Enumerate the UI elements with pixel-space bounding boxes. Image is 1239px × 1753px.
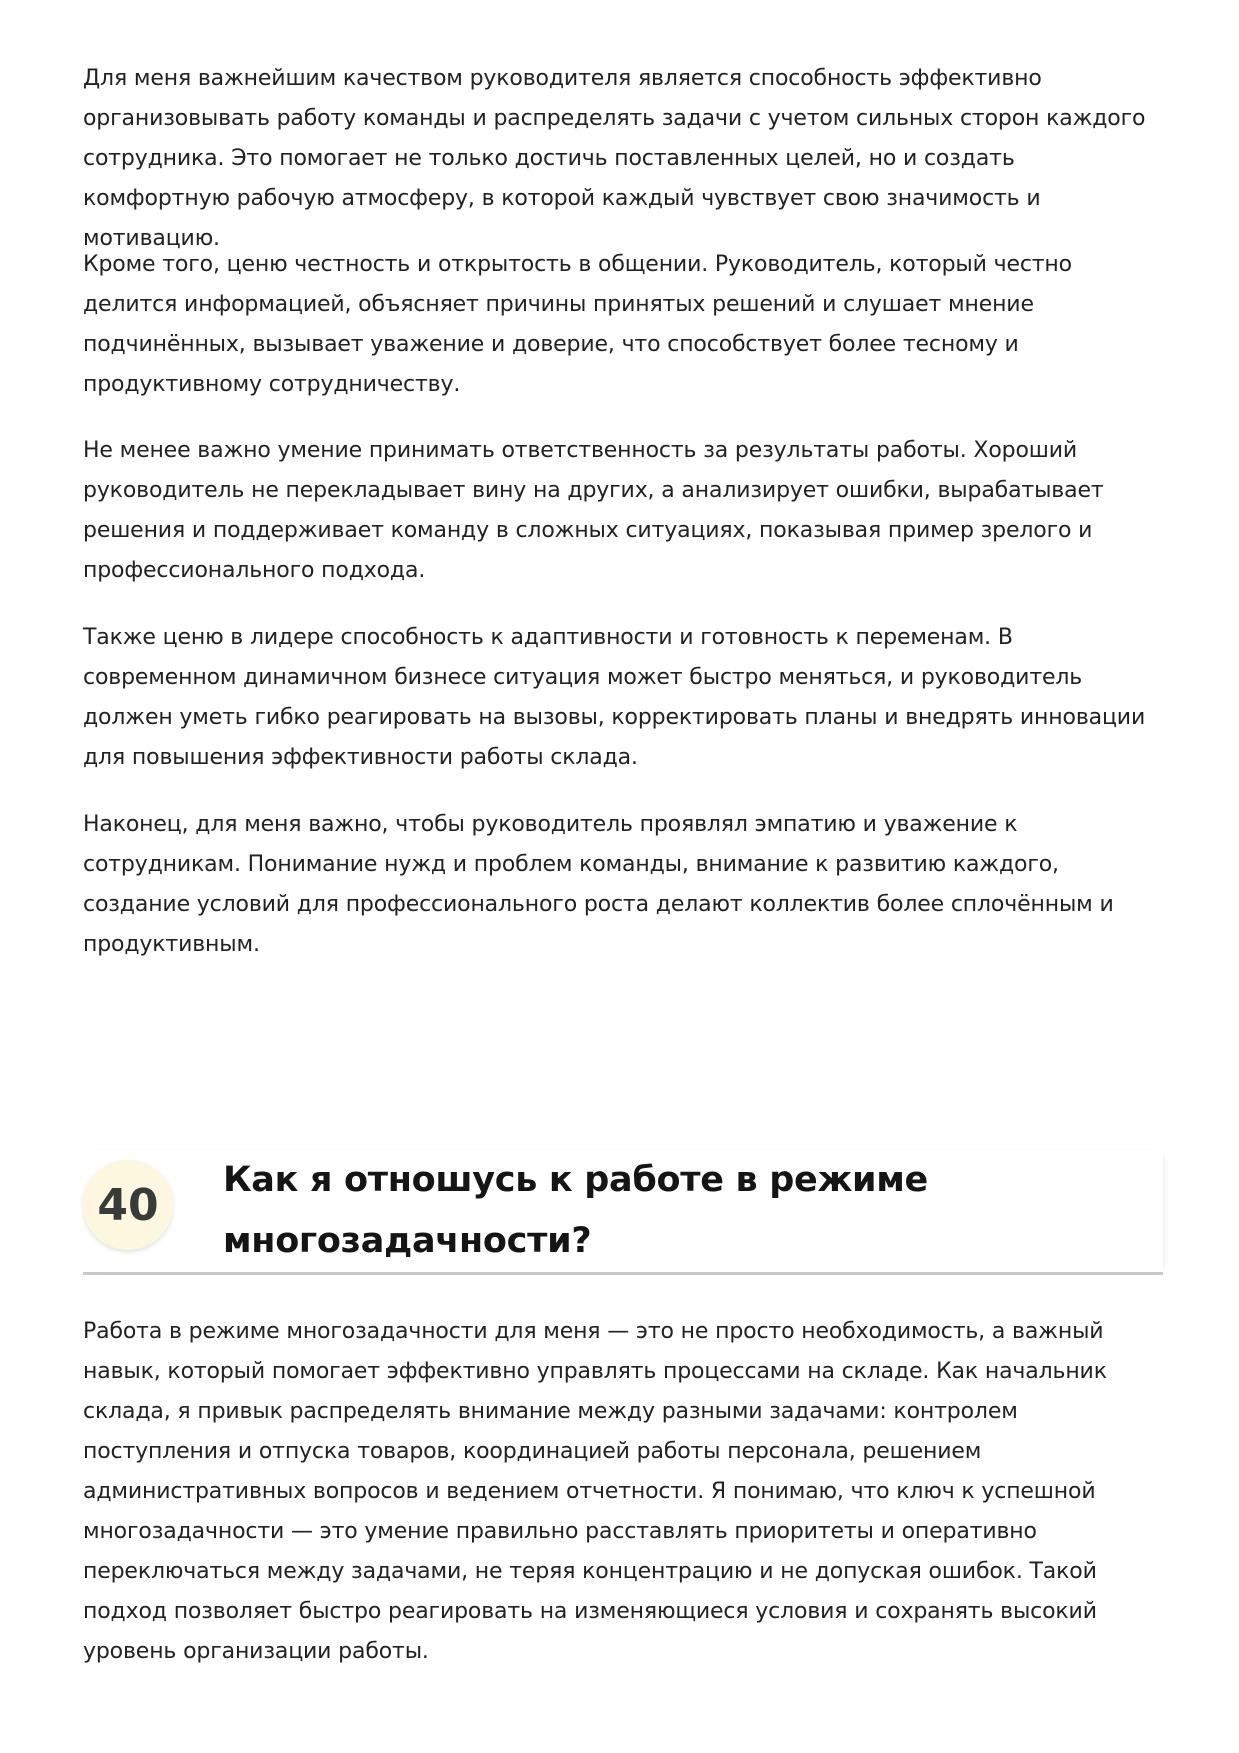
paragraph-1: Для меня важнейшим качеством руководителя является способность эффективно организовывать работу команды и распределять задачи с учетом сильных сторон каждого сотрудника. Это помогает не только достичь поставленных целей, но и создать комфортную рабочую атмосферу, в которой каждый чувствует свою значимость и мотивацию. — [83, 66, 1146, 251]
section-body: Работа в режиме многозадачности для меня — это не просто необходимость, а важный навык, который помогает эффективно управлять процессами на складе. Как начальник склада, я привык распределять внимание между разными задачами: контролем поступления и отпуска товаров, координацией работы персонала, решением административных вопросов и ведением отчетности. Я понимаю, что ключ к успешной многозадачности — это умение правильно расставлять приоритеты и оперативно переключаться между задачами, не теряя концентрацию и не допуская ошибок. Такой подход позволяет быстро реагировать на изменяющиеся условия и сохранять высокий уровень организации работы. — [83, 1319, 1107, 1664]
paragraph-3: Не менее важно умение принимать ответственность за результаты работы. Хороший руководитель не перекладывает вину на других, а анализирует ошибки, вырабатывает решения и поддерживает команду в сложных ситуациях, показывая пример зрелого и профессионального подхода. — [83, 438, 1104, 583]
paragraph-5: Наконец, для меня важно, чтобы руководитель проявлял эмпатию и уважение к сотрудникам. Понимание нужд и проблем команды, внимание к развитию каждого, создание условий для профессионального роста делают коллектив более сплочённым и продуктивным. — [83, 812, 1114, 957]
section-title: Как я отношусь к работе в режиме многозадачности? — [223, 1160, 928, 1261]
section-number-badge: 40 — [83, 1160, 173, 1250]
paragraph-4: Также ценю в лидере способность к адаптивности и готовность к переменам. В современном динамичном бизнесе ситуация может быстро меняться, и руководитель должен уметь гибко реагировать на вызовы, корректировать планы и внедрять инновации для повышения эффективности работы склада. — [83, 625, 1146, 770]
paragraph-2: Кроме того, ценю честность и открытость в общении. Руководитель, который честно делится информацией, объясняет причины принятых решений и слушает мнение подчинённых, вызывает уважение и доверие, что способствует более тесному и продуктивному сотрудничеству. — [83, 252, 1072, 397]
section-header — [83, 1150, 1163, 1275]
